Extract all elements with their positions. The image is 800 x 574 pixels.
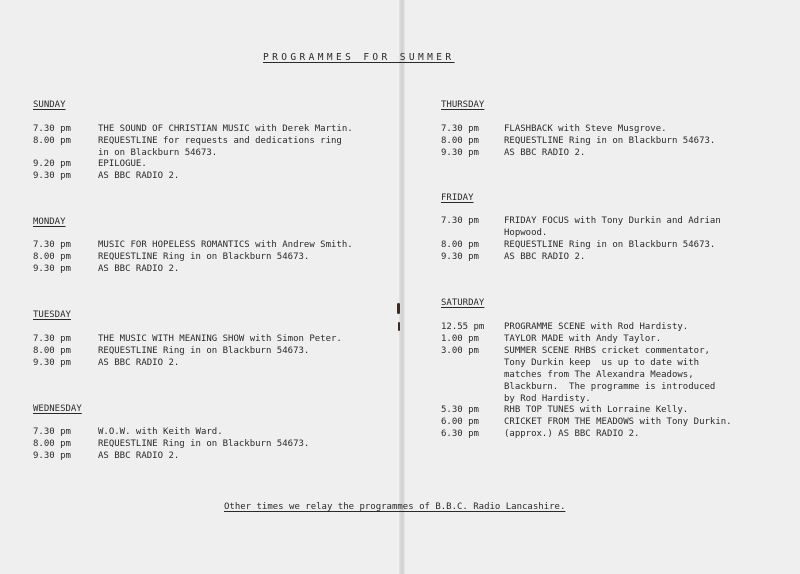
- programme-label: REQUESTLINE Ring in on Blackburn 54673.: [98, 439, 310, 449]
- day-heading-monday: MONDAY: [33, 217, 66, 227]
- programme-label: THE SOUND OF CHRISTIAN MUSIC with Derek Martin.: [98, 124, 353, 134]
- page-fold: [399, 0, 405, 574]
- time-label: 6.30 pm: [441, 429, 479, 439]
- programme-label: AS BBC RADIO 2.: [98, 451, 180, 461]
- programme-label: REQUESTLINE Ring in on Blackburn 54673.: [98, 252, 310, 262]
- page-title: PROGRAMMES FOR SUMMER: [263, 52, 455, 63]
- time-label: 9.30 pm: [33, 451, 71, 461]
- time-label: 7.30 pm: [33, 124, 71, 134]
- programme-label: (approx.) AS BBC RADIO 2.: [504, 429, 640, 439]
- time-label: 9.30 pm: [441, 148, 479, 158]
- programme-label: RHB TOP TUNES with Lorraine Kelly.: [504, 405, 689, 415]
- time-label: 7.30 pm: [33, 427, 71, 437]
- time-label: 6.00 pm: [441, 417, 479, 427]
- programme-label: REQUESTLINE Ring in on Blackburn 54673.: [504, 240, 716, 250]
- time-label: 9.30 pm: [33, 264, 71, 274]
- programme-label: AS BBC RADIO 2.: [504, 252, 586, 262]
- programme-label: AS BBC RADIO 2.: [98, 358, 180, 368]
- time-label: 7.30 pm: [33, 334, 71, 344]
- programme-label: AS BBC RADIO 2.: [504, 148, 586, 158]
- programme-label: THE MUSIC WITH MEANING SHOW with Simon Peter.: [98, 334, 342, 344]
- programme-label: SUMMER SCENE RHBS cricket commentator, Tony Durkin keep us up to date with matches from The Alexandra Meadows, Blackburn. The programme is introduced by Rod Hardisty.: [504, 346, 716, 404]
- time-label: 12.55 pm: [441, 322, 485, 332]
- programme-label: AS BBC RADIO 2.: [98, 264, 180, 274]
- programme-label: TAYLOR MADE with Andy Taylor.: [504, 334, 662, 344]
- time-label: 9.30 pm: [441, 252, 479, 262]
- day-heading-friday: FRIDAY: [441, 193, 474, 203]
- time-label: 9.20 pm: [33, 159, 71, 169]
- time-label: 7.30 pm: [33, 240, 71, 250]
- programme-label: REQUESTLINE Ring in on Blackburn 54673.: [504, 136, 716, 146]
- programme-label: EPILOGUE.: [98, 159, 147, 169]
- time-label: 8.00 pm: [33, 346, 71, 356]
- programme-label: REQUESTLINE Ring in on Blackburn 54673.: [98, 346, 310, 356]
- time-label: 8.00 pm: [33, 439, 71, 449]
- programme-label: PROGRAMME SCENE with Rod Hardisty.: [504, 322, 689, 332]
- time-label: 8.00 pm: [441, 240, 479, 250]
- day-heading-thursday: THURSDAY: [441, 100, 485, 110]
- programme-label: MUSIC FOR HOPELESS ROMANTICS with Andrew Smith.: [98, 240, 353, 250]
- time-label: 5.30 pm: [441, 405, 479, 415]
- time-label: 7.30 pm: [441, 216, 479, 226]
- time-label: 7.30 pm: [441, 124, 479, 134]
- time-label: 1.00 pm: [441, 334, 479, 344]
- programme-label: FRIDAY FOCUS with Tony Durkin and Adrian Hopwood.: [504, 216, 721, 238]
- footer-note: Other times we relay the programmes of B.B.C. Radio Lancashire.: [224, 502, 566, 512]
- programme-label: FLASHBACK with Steve Musgrove.: [504, 124, 667, 134]
- fold-mark-bottom: [398, 322, 400, 331]
- time-label: 8.00 pm: [33, 136, 71, 146]
- programme-label: AS BBC RADIO 2.: [98, 171, 180, 181]
- fold-mark-top: [397, 303, 400, 314]
- programme-label: CRICKET FROM THE MEADOWS with Tony Durkin.: [504, 417, 732, 427]
- time-label: 9.30 pm: [33, 171, 71, 181]
- programme-label: W.O.W. with Keith Ward.: [98, 427, 223, 437]
- day-heading-tuesday: TUESDAY: [33, 310, 71, 320]
- time-label: 9.30 pm: [33, 358, 71, 368]
- time-label: 3.00 pm: [441, 346, 479, 356]
- programme-label: REQUESTLINE for requests and dedications ring in on Blackburn 54673.: [98, 136, 342, 158]
- day-heading-sunday: SUNDAY: [33, 100, 66, 110]
- time-label: 8.00 pm: [441, 136, 479, 146]
- time-label: 8.00 pm: [33, 252, 71, 262]
- day-heading-saturday: SATURDAY: [441, 298, 485, 308]
- day-heading-wednesday: WEDNESDAY: [33, 404, 82, 414]
